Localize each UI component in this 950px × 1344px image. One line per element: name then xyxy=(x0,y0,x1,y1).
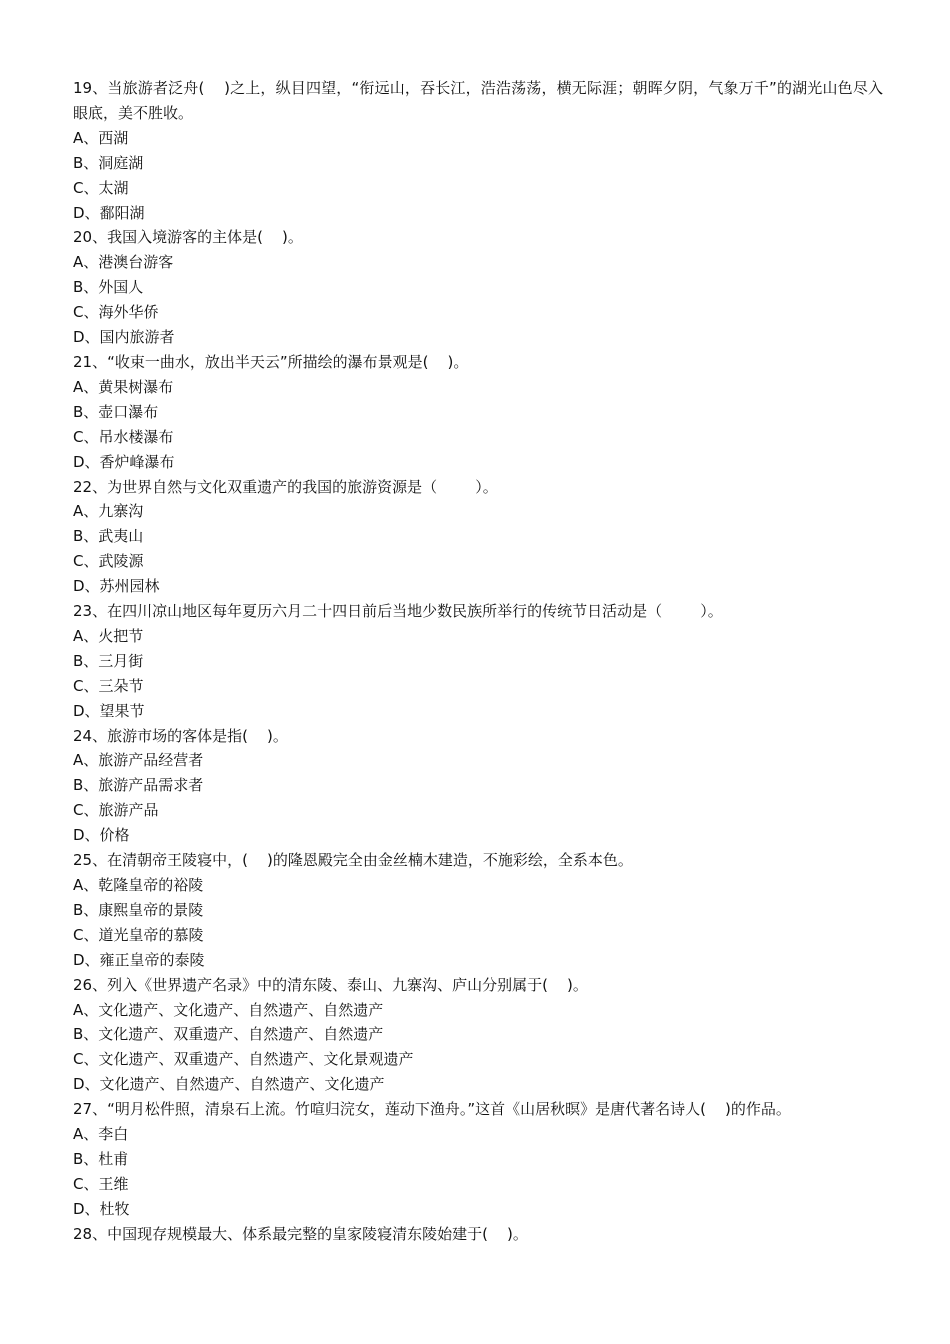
question-stem: 26、列入《世界遗产名录》中的清东陵、泰山、九寨沟、庐山分别属于( )。 xyxy=(73,975,588,994)
answer-option: D、雍正皇帝的泰陵 xyxy=(73,950,205,969)
question-stem: 23、在四川凉山地区每年夏历六月二十四日前后当地少数民族所举行的传统节日活动是（ ）。 xyxy=(73,602,723,621)
answer-option: D、鄱阳湖 xyxy=(73,203,145,222)
answer-option: D、苏州园林 xyxy=(73,577,160,596)
answer-option: C、太湖 xyxy=(73,178,129,197)
question-stem: 19、当旅游者泛舟( )之上，纵目四望，“衔远山，吞长江，浩浩荡荡，横无际涯；朝晖夕阴，气象万千”的湖光山色尽入眼底，美不胜收。 xyxy=(73,79,883,122)
answer-option: C、道光皇帝的慕陵 xyxy=(73,925,204,944)
answer-option: B、壶口瀑布 xyxy=(73,402,159,421)
answer-option: B、外国人 xyxy=(73,278,144,297)
answer-option: B、康熙皇帝的景陵 xyxy=(73,900,204,919)
answer-option: A、乾隆皇帝的裕陵 xyxy=(73,876,204,894)
question-stem: 27、“明月松件照，清泉石上流。竹喧归浣女，莲动下渔舟。”这首《山居秋暝》是唐代著名诗人( )的作品。 xyxy=(73,1100,791,1119)
answer-option: C、文化遗产、双重遗产、自然遗产、文化景观遗产 xyxy=(73,1050,414,1069)
answer-option: A、文化遗产、文化遗产、自然遗产、自然遗产 xyxy=(73,1000,384,1019)
question-stem: 21、“收束一曲水，放出半天云”所描绘的瀑布景观是( )。 xyxy=(73,352,469,371)
question-stem: 25、在清朝帝王陵寝中，( )的隆恩殿完全由金丝楠木建造，不施彩绘，全系本色。 xyxy=(73,851,633,870)
answer-option: C、吊水楼瀑布 xyxy=(73,427,174,446)
answer-option: C、武陵源 xyxy=(73,552,144,571)
answer-option: B、文化遗产、双重遗产、自然遗产、自然遗产 xyxy=(73,1025,384,1044)
answer-option: C、王维 xyxy=(73,1174,129,1193)
answer-option: A、西湖 xyxy=(73,128,129,147)
question-list xyxy=(73,76,883,1247)
answer-option: C、三朵节 xyxy=(73,676,144,695)
question-stem: 28、中国现存规模最大、体系最完整的皇家陵寝清东陵始建于( )。 xyxy=(73,1224,528,1243)
question-stem: 24、旅游市场的客体是指( )。 xyxy=(73,726,288,745)
answer-option: A、旅游产品经营者 xyxy=(73,751,204,770)
answer-option: B、武夷山 xyxy=(73,527,144,546)
answer-option: A、火把节 xyxy=(73,626,144,645)
answer-option: B、旅游产品需求者 xyxy=(73,776,204,795)
answer-option: A、港澳台游客 xyxy=(73,253,174,272)
question-stem: 20、我国入境游客的主体是( )。 xyxy=(73,228,303,247)
answer-option: D、价格 xyxy=(73,826,130,845)
answer-option: C、海外华侨 xyxy=(73,303,159,322)
answer-option: D、文化遗产、自然遗产、自然遗产、文化遗产 xyxy=(73,1075,385,1094)
answer-option: A、黄果树瀑布 xyxy=(73,377,174,396)
answer-option: B、洞庭湖 xyxy=(73,153,144,172)
answer-option: D、杜牧 xyxy=(73,1199,130,1218)
answer-option: D、香炉峰瀑布 xyxy=(73,452,175,471)
answer-option: B、杜甫 xyxy=(73,1149,129,1168)
answer-option: C、旅游产品 xyxy=(73,801,159,820)
question-stem: 22、为世界自然与文化双重遗产的我国的旅游资源是（ ）。 xyxy=(73,477,498,496)
answer-option: D、望果节 xyxy=(73,701,145,720)
answer-option: A、李白 xyxy=(73,1125,129,1144)
answer-option: A、九寨沟 xyxy=(73,502,144,521)
answer-option: B、三月街 xyxy=(73,651,144,670)
answer-option: D、国内旅游者 xyxy=(73,328,175,347)
